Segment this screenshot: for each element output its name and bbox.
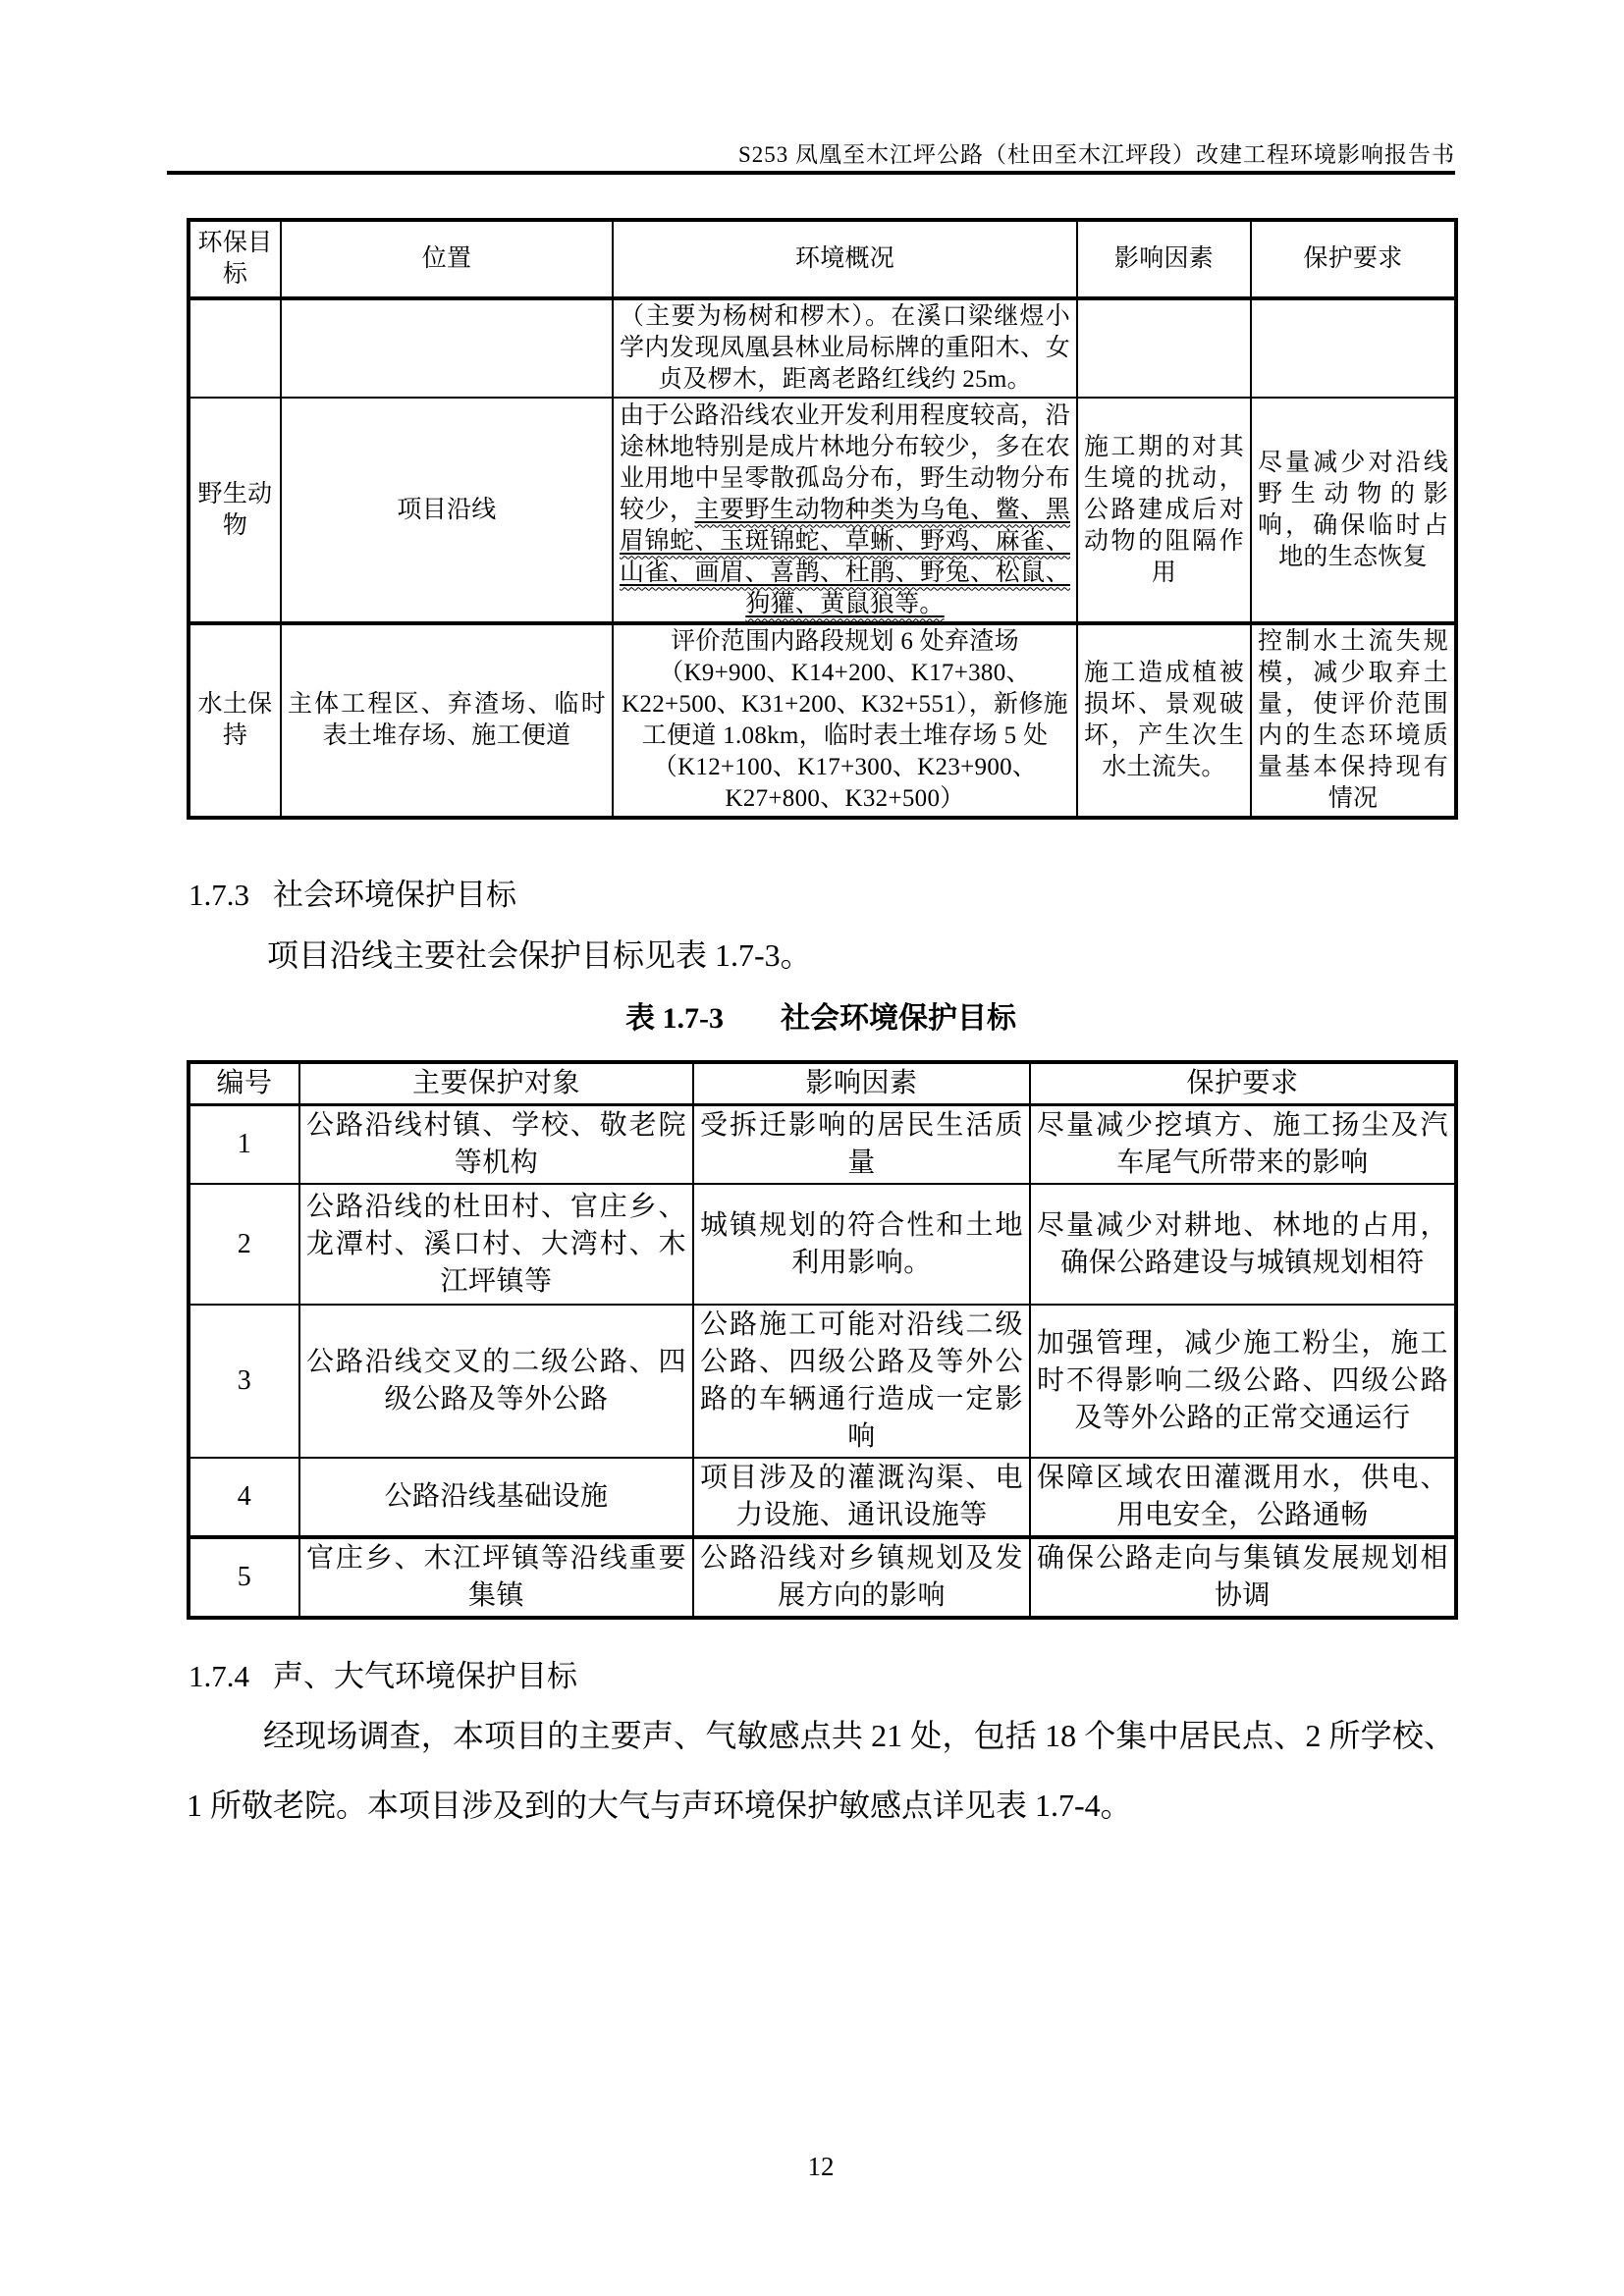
empty-cell	[1251, 298, 1456, 398]
cell-factors: 受拆迁影响的居民生活质量	[693, 1105, 1030, 1185]
header-cell-overview: 环境概况	[613, 220, 1077, 298]
table-row-4	[189, 1458, 1456, 1537]
cell-factors: 公路沿线对乡镇规划及发展方向的影响	[693, 1537, 1030, 1618]
table-row-continuation	[189, 298, 1456, 398]
header-cell-location: 位置	[281, 220, 613, 298]
table-row-soil-water	[189, 623, 1456, 818]
table-row-5	[189, 1537, 1456, 1618]
header-cell-requirements: 保护要求	[1030, 1062, 1456, 1105]
cell-overview-soil: 评价范围内路段规划 6 处弃渣场（K9+900、K14+200、K17+380、K22+500、K31+200、K32+551），新修施工便道 1.08km，临时表土堆存场 5 处（K12+100、K17+300、K23+900、K27+800、K32+500）	[613, 623, 1077, 818]
cell-factors: 项目涉及的灌溉沟渠、电力设施、通讯设施等	[693, 1458, 1030, 1537]
paragraph-1-7-4: 经现场调查，本项目的主要声、气敏感点共 21 处，包括 18 个集中居民点、2 所学校、1 所敬老院。本项目涉及到的大气与声环境保护敏感点详见表 1.7-4。	[187, 1718, 1455, 1823]
caption-label: 表 1.7-3	[625, 1002, 724, 1035]
section-title: 社会环境保护目标	[273, 878, 516, 912]
cell-requirements: 尽量减少对耕地、林地的占用，确保公路建设与城镇规划相符	[1030, 1184, 1456, 1305]
cell-requirements: 加强管理，减少施工粉尘，施工时不得影响二级公路、四级公路及等外公路的正常交通运行	[1030, 1305, 1456, 1458]
cell-factors: 城镇规划的符合性和土地利用影响。	[693, 1184, 1030, 1305]
header-cell-requirements: 保护要求	[1251, 220, 1456, 298]
social-targets-table	[187, 1060, 1458, 1620]
paragraph-1-7-3: 项目沿线主要社会保护目标见表 1.7-3。	[267, 937, 812, 973]
table-row-2	[189, 1184, 1456, 1305]
cell-factors-soil: 施工造成植被损坏、景观破坏，产生次生水土流失。	[1077, 623, 1251, 818]
cell-requirements: 确保公路走向与集镇发展规划相协调	[1030, 1537, 1456, 1618]
eco-targets-table	[187, 218, 1458, 820]
header-cell-factors: 影响因素	[1077, 220, 1251, 298]
cell-no: 2	[189, 1184, 299, 1305]
cell-overview-wildlife	[613, 398, 1077, 623]
table-header-row	[189, 1062, 1456, 1105]
cell-factors-wildlife: 施工期的对其生境的扰动，公路建成后对动物的阻隔作用	[1077, 398, 1251, 623]
cell-location-soil: 主体工程区、弃渣场、临时表土堆存场、施工便道	[281, 623, 613, 818]
cell-requirements: 尽量减少挖填方、施工扬尘及汽车尾气所带来的影响	[1030, 1105, 1456, 1185]
cell-requirements: 保障区域农田灌溉用水，供电、用电安全，公路通畅	[1030, 1458, 1456, 1537]
cell-no: 4	[189, 1458, 299, 1537]
document-header-title: S253 凤凰至木江坪公路（杜田至木江坪段）改建工程环境影响报告书	[737, 142, 1455, 167]
table-header-row	[189, 220, 1456, 298]
species-underlined-text: 主要野生动物种类为乌龟、鳖、黑眉锦蛇、玉斑锦蛇、草蜥、野鸡、麻雀、山雀、画眉、喜鹊、杜鹃、野兔、松鼠、狗獾、黄鼠狼等。	[620, 496, 1070, 617]
cell-location-wildlife: 项目沿线	[281, 398, 613, 623]
cell-object: 官庄乡、木江坪镇等沿线重要集镇	[299, 1537, 693, 1618]
cell-no: 1	[189, 1105, 299, 1185]
cell-object: 公路沿线交叉的二级公路、四级公路及等外公路	[299, 1305, 693, 1458]
table-row-3	[189, 1305, 1456, 1458]
empty-cell	[1077, 298, 1251, 398]
empty-cell	[281, 298, 613, 398]
caption-title: 社会环境保护目标	[781, 1002, 1016, 1035]
header-cell-factors: 影响因素	[693, 1062, 1030, 1105]
section-number: 1.7.3	[189, 878, 249, 912]
table-row-wildlife	[189, 398, 1456, 623]
header-cell-object: 主要保护对象	[299, 1062, 693, 1105]
cell-target-soil: 水土保持	[189, 623, 281, 818]
empty-cell	[189, 298, 281, 398]
cell-factors: 公路施工可能对沿线二级公路、四级公路及等外公路的车辆通行造成一定影响	[693, 1305, 1030, 1458]
section-title: 声、大气环境保护目标	[273, 1659, 577, 1693]
overview-text: 由于公路沿线农业开发利用程度较高，沿途林地特别是成片林地分布较少，多在农业用地中呈零散孤岛分布，野生动物分布较少，	[620, 401, 1070, 523]
section-heading-1-7-4	[189, 1651, 577, 1695]
table-caption-1-7-3	[187, 993, 1455, 1037]
cell-object: 公路沿线基础设施	[299, 1458, 693, 1537]
cell-object: 公路沿线村镇、学校、敬老院等机构	[299, 1105, 693, 1185]
cell-requirements-soil: 控制水土流失规模，减少取弃土量，使评价范围内的生态环境质量基本保持现有情况	[1251, 623, 1456, 818]
header-rule	[167, 171, 1455, 175]
cell-object: 公路沿线的杜田村、官庄乡、龙潭村、溪口村、大湾村、木江坪镇等	[299, 1184, 693, 1305]
cell-no: 5	[189, 1537, 299, 1618]
section-heading-1-7-3	[189, 870, 516, 914]
cell-no: 3	[189, 1305, 299, 1458]
header-cell-no: 编号	[189, 1062, 299, 1105]
cell-requirements-wildlife: 尽量减少对沿线野生动物的影响，确保临时占地的生态恢复	[1251, 398, 1456, 623]
table-row-1	[189, 1105, 1456, 1185]
cell-target-wildlife: 野生动物	[189, 398, 281, 623]
cell-overview-trees: （主要为杨树和椤木）。在溪口梁继煜小学内发现凤凰县林业局标牌的重阳木、女贞及椤木，距离老路红线约 25m。	[613, 298, 1077, 398]
header-cell-target: 环保目标	[189, 220, 281, 298]
page-number: 12	[807, 2152, 835, 2181]
section-number: 1.7.4	[189, 1659, 249, 1693]
